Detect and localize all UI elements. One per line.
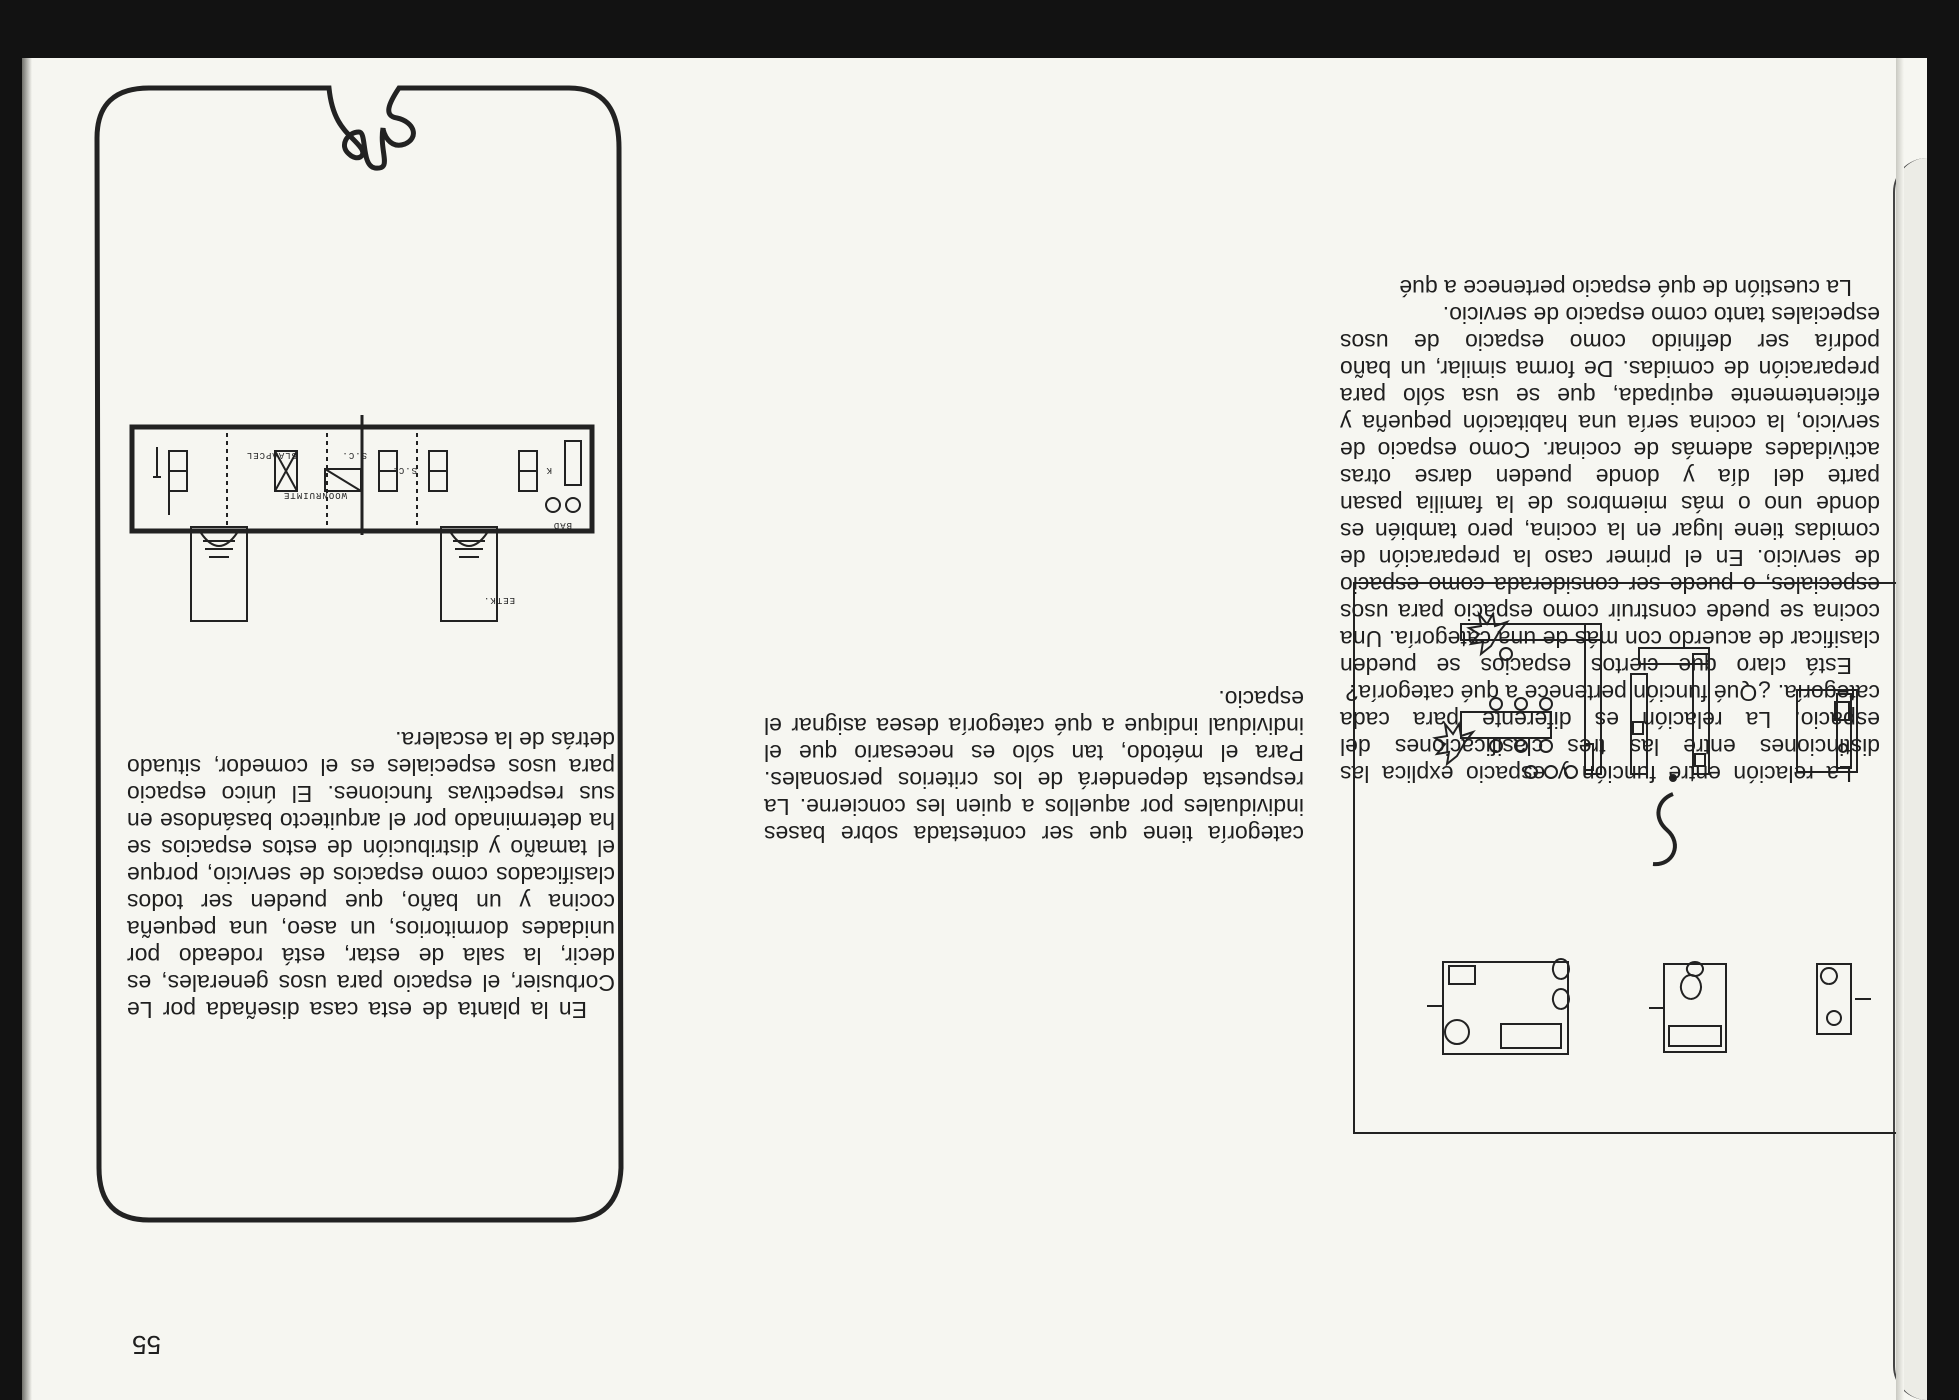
paragraph: En la planta de esta casa diseñada por Le Corbusier, el espacio para usos generales, es decir, la sala de estar, está rodeado por unidades dormitorios, un aseo, una pequeña cocina y un baño, que pueden ser todos clasificados como espacios de servicio, porque el tamaño y distribución de estos espacios se ha determinado por el arquitecto basándose en sus respectivas funciones. El único espacio para usos especiales es el comedor, situado detrás de la escalera.: [127, 727, 615, 1023]
book-page: [22, 58, 1927, 1400]
rounded-frame-border: [97, 88, 621, 1220]
paragraph: La cuestión de qué espacio pertenece a qué: [1399, 275, 1852, 301]
paragraph: La relación entre función y espacio explica las distinciones entre las tres clasificaciones del espacio. La relación es diferente para cada categoría. ¿Qué función pertenece a qué categoría?: [1340, 680, 1880, 787]
hand-drawn-frame: [89, 78, 629, 1228]
bathroom-medium-icon: [1664, 964, 1726, 1052]
text-column-right: [127, 726, 615, 1023]
plan-label-dining: EETK.: [482, 595, 515, 605]
book-spine: [1896, 58, 1904, 1400]
paragraph: Está claro que ciertos espacios se pueden clasificar de acuerdo con más de una categoría. Una cocina se puede construir como espacio para usos especiales, o puede ser considerada como espacio de servicio. En el primer caso la preparación de comidas tiene lugar en la cocina, pero también es donde uno o más miembros de la familia pasan parte del día y donde pueden darse otras actividades además de cocinar. Como espacio de servicio, la cocina sería una habitación pequeña y eficientemente equipada, que se usa sólo para preparación de comidas. De forma similar, un baño podría ser definido como espacio de usos especiales tanto como espacio de servicio.: [1340, 302, 1880, 679]
bathroom-large-icon: [1443, 962, 1568, 1054]
bathroom-small-icon: [1817, 964, 1851, 1034]
plan-label-living: WOONRUIMTE: [282, 490, 347, 500]
page-number: 55: [132, 1330, 161, 1360]
paragraph: categoría tiene que ser contestada sobre bases individuales por aquellos a quien les concierne. La respuesta dependerá de los criterios personales. Para el método, tan sólo es necesario que el individual indique a qué categoría desea asignar el espacio.: [764, 686, 1304, 847]
plan-label-bath: BAD: [552, 520, 572, 530]
plan-label-kitchen: K: [545, 465, 552, 475]
plan-label-sc-1: S.C.: [341, 450, 367, 460]
text-column-middle: [764, 685, 1304, 847]
le-corbusier-floor-plan: [127, 365, 597, 625]
rotated-page-content: [22, 58, 1927, 1400]
text-column-left: [1340, 274, 1880, 787]
question-mark-icon: [1653, 794, 1675, 864]
plan-label-sc-2: S.C.: [391, 465, 417, 475]
plan-label-bedroom: SLAAPCEL: [245, 450, 297, 460]
